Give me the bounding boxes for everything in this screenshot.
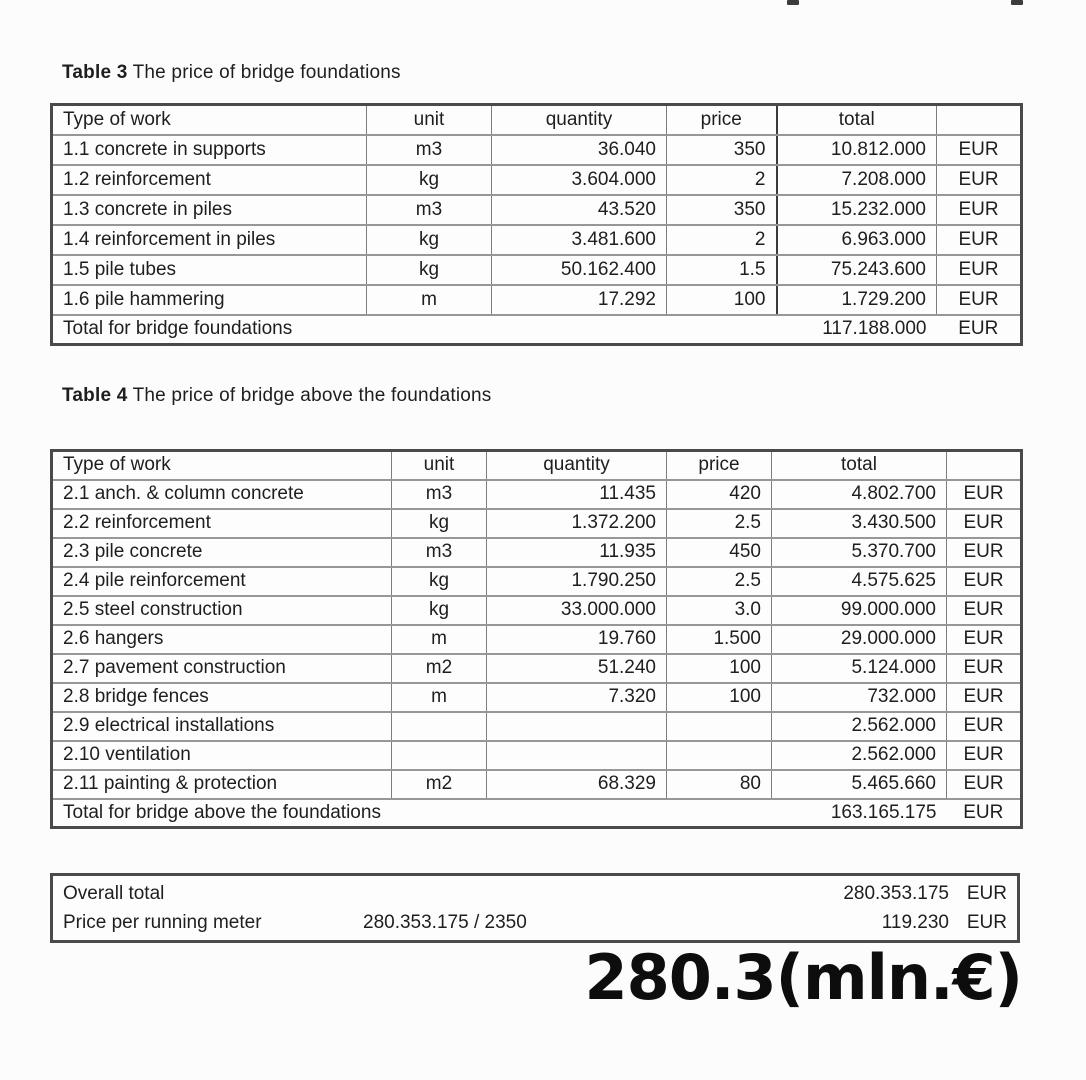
cell-total: 29.000.000: [772, 625, 947, 654]
table3-title: [62, 62, 401, 84]
cell-unit: m3: [367, 135, 492, 165]
cell-total: 2.562.000: [772, 741, 947, 770]
cell-quantity: 68.329: [487, 770, 667, 799]
table-row: [52, 596, 1022, 625]
total-value: 117.188.000: [777, 315, 937, 345]
cell-quantity: 17.292: [492, 285, 667, 315]
table-row: [52, 683, 1022, 712]
table-header-row: [52, 451, 1022, 480]
cell-work: 2.5 steel construction: [52, 596, 392, 625]
cell-quantity: 3.604.000: [492, 165, 667, 195]
summary-row-price-per-meter: [53, 908, 1017, 937]
table-row: [52, 165, 1022, 195]
cell-work: 2.9 electrical installations: [52, 712, 392, 741]
header-price: price: [667, 105, 777, 135]
cell-total: 3.430.500: [772, 509, 947, 538]
table-row: [52, 770, 1022, 799]
cell-unit: kg: [392, 596, 487, 625]
cell-work: 1.1 concrete in supports: [52, 135, 367, 165]
cell-work: 1.4 reinforcement in piles: [52, 225, 367, 255]
cell-unit: m: [367, 285, 492, 315]
cell-currency: EUR: [947, 654, 1022, 683]
header-currency: [937, 105, 1022, 135]
table4-title: [62, 385, 492, 407]
cell-unit: m2: [392, 654, 487, 683]
cell-quantity: 11.935: [487, 538, 667, 567]
cell-quantity: 51.240: [487, 654, 667, 683]
table-bridge-above-foundations: [50, 449, 1023, 829]
cell-quantity: [487, 712, 667, 741]
cell-total: 732.000: [772, 683, 947, 712]
header-currency: [947, 451, 1022, 480]
cell-total: 2.562.000: [772, 712, 947, 741]
cell-work: 1.5 pile tubes: [52, 255, 367, 285]
total-label: Total for bridge above the foundations: [52, 799, 772, 828]
cell-work: 2.7 pavement construction: [52, 654, 392, 683]
summary-currency: EUR: [966, 882, 1007, 904]
cell-price: 2: [667, 165, 777, 195]
cell-work: 2.10 ventilation: [52, 741, 392, 770]
cell-price: 2: [667, 225, 777, 255]
cell-price: 420: [667, 480, 772, 509]
cell-price: 100: [667, 683, 772, 712]
cell-total: 5.124.000: [772, 654, 947, 683]
header-price: price: [667, 451, 772, 480]
cell-currency: EUR: [947, 741, 1022, 770]
table-row: [52, 480, 1022, 509]
cell-unit: kg: [367, 165, 492, 195]
table3-title-number: Table 3: [62, 62, 128, 83]
cell-price: [667, 741, 772, 770]
cell-currency: EUR: [947, 625, 1022, 654]
cell-unit: [392, 741, 487, 770]
cell-price: 2.5: [667, 567, 772, 596]
cell-quantity: 33.000.000: [487, 596, 667, 625]
overall-summary-box: [50, 873, 1020, 943]
cell-work: 2.2 reinforcement: [52, 509, 392, 538]
cell-price: 100: [667, 285, 777, 315]
table4-title-number: Table 4: [62, 385, 128, 406]
table-row: [52, 509, 1022, 538]
cell-quantity: 43.520: [492, 195, 667, 225]
cell-currency: EUR: [937, 165, 1022, 195]
table-row: [52, 567, 1022, 596]
summary-label: Overall total: [63, 882, 165, 904]
cell-currency: EUR: [937, 225, 1022, 255]
cell-work: 2.8 bridge fences: [52, 683, 392, 712]
table-row: [52, 255, 1022, 285]
cell-currency: EUR: [947, 712, 1022, 741]
cell-quantity: 1.372.200: [487, 509, 667, 538]
cell-unit: [392, 712, 487, 741]
header-type-of-work: Type of work: [52, 105, 367, 135]
table-row: [52, 538, 1022, 567]
cell-unit: m: [392, 625, 487, 654]
cropped-text-artifact: [1011, 0, 1023, 5]
cell-unit: m2: [392, 770, 487, 799]
cell-work: 2.11 painting & protection: [52, 770, 392, 799]
cell-total: 7.208.000: [777, 165, 937, 195]
header-quantity: quantity: [487, 451, 667, 480]
cell-price: [667, 712, 772, 741]
cell-price: 350: [667, 195, 777, 225]
summary-label: Price per running meter: [63, 911, 262, 933]
header-total: total: [777, 105, 937, 135]
summary-value: 280.353.175: [843, 882, 949, 904]
table-header-row: [52, 105, 1022, 135]
cell-quantity: 50.162.400: [492, 255, 667, 285]
cell-price: 3.0: [667, 596, 772, 625]
cell-currency: EUR: [947, 509, 1022, 538]
cell-currency: EUR: [947, 770, 1022, 799]
cell-currency: EUR: [937, 195, 1022, 225]
cell-price: 2.5: [667, 509, 772, 538]
total-currency: EUR: [947, 799, 1022, 828]
cell-work: 2.4 pile reinforcement: [52, 567, 392, 596]
table-row: [52, 654, 1022, 683]
cell-price: 1.5: [667, 255, 777, 285]
header-type-of-work: Type of work: [52, 451, 392, 480]
table-row: [52, 285, 1022, 315]
cell-currency: EUR: [947, 567, 1022, 596]
table-row: [52, 712, 1022, 741]
table-bridge-foundations: [50, 103, 1023, 346]
cell-currency: EUR: [937, 285, 1022, 315]
cell-price: 450: [667, 538, 772, 567]
cell-work: 2.1 anch. & column concrete: [52, 480, 392, 509]
table-row: [52, 625, 1022, 654]
cell-quantity: 7.320: [487, 683, 667, 712]
cell-currency: EUR: [937, 135, 1022, 165]
cell-quantity: 36.040: [492, 135, 667, 165]
cell-total: 5.465.660: [772, 770, 947, 799]
cell-total: 99.000.000: [772, 596, 947, 625]
cell-work: 2.6 hangers: [52, 625, 392, 654]
cell-total: 6.963.000: [777, 225, 937, 255]
cell-quantity: 11.435: [487, 480, 667, 509]
cell-currency: EUR: [947, 538, 1022, 567]
table-total-row: [52, 799, 1022, 828]
total-value: 163.165.175: [772, 799, 947, 828]
cell-work: 1.6 pile hammering: [52, 285, 367, 315]
cell-price: 1.500: [667, 625, 772, 654]
cropped-text-artifact: [787, 0, 799, 5]
cell-price: 100: [667, 654, 772, 683]
cell-unit: kg: [367, 255, 492, 285]
cell-unit: m3: [367, 195, 492, 225]
cell-unit: kg: [367, 225, 492, 255]
cell-total: 1.729.200: [777, 285, 937, 315]
cell-total: 75.243.600: [777, 255, 937, 285]
cell-quantity: 3.481.600: [492, 225, 667, 255]
cell-currency: EUR: [947, 683, 1022, 712]
summary-row-overall-total: [53, 879, 1017, 908]
cell-unit: kg: [392, 567, 487, 596]
cell-total: 10.812.000: [777, 135, 937, 165]
cell-quantity: [487, 741, 667, 770]
cell-total: 5.370.700: [772, 538, 947, 567]
cell-work: 2.3 pile concrete: [52, 538, 392, 567]
cell-unit: m3: [392, 480, 487, 509]
cell-unit: m: [392, 683, 487, 712]
table-row: [52, 225, 1022, 255]
cell-work: 1.2 reinforcement: [52, 165, 367, 195]
table4-title-text: The price of bridge above the foundations: [127, 385, 492, 406]
table-row: [52, 741, 1022, 770]
table-row: [52, 135, 1022, 165]
total-label: Total for bridge foundations: [52, 315, 777, 345]
table3-title-text: The price of bridge foundations: [127, 62, 401, 83]
table-total-row: [52, 315, 1022, 345]
cell-unit: m3: [392, 538, 487, 567]
cell-currency: EUR: [937, 255, 1022, 285]
table-row: [52, 195, 1022, 225]
cell-currency: EUR: [947, 596, 1022, 625]
cell-currency: EUR: [947, 480, 1022, 509]
cell-quantity: 19.760: [487, 625, 667, 654]
summary-middle: 280.353.175 / 2350: [363, 911, 527, 933]
cell-unit: kg: [392, 509, 487, 538]
summary-value: 119.230: [881, 911, 949, 933]
cell-price: 350: [667, 135, 777, 165]
grand-total-highlight: 280.3(mln.€): [584, 941, 1022, 1014]
summary-currency: EUR: [966, 911, 1007, 933]
cell-quantity: 1.790.250: [487, 567, 667, 596]
header-total: total: [772, 451, 947, 480]
cell-work: 1.3 concrete in piles: [52, 195, 367, 225]
header-unit: unit: [367, 105, 492, 135]
cell-total: 4.802.700: [772, 480, 947, 509]
cell-total: 15.232.000: [777, 195, 937, 225]
cell-price: 80: [667, 770, 772, 799]
header-quantity: quantity: [492, 105, 667, 135]
total-currency: EUR: [937, 315, 1022, 345]
cell-total: 4.575.625: [772, 567, 947, 596]
header-unit: unit: [392, 451, 487, 480]
